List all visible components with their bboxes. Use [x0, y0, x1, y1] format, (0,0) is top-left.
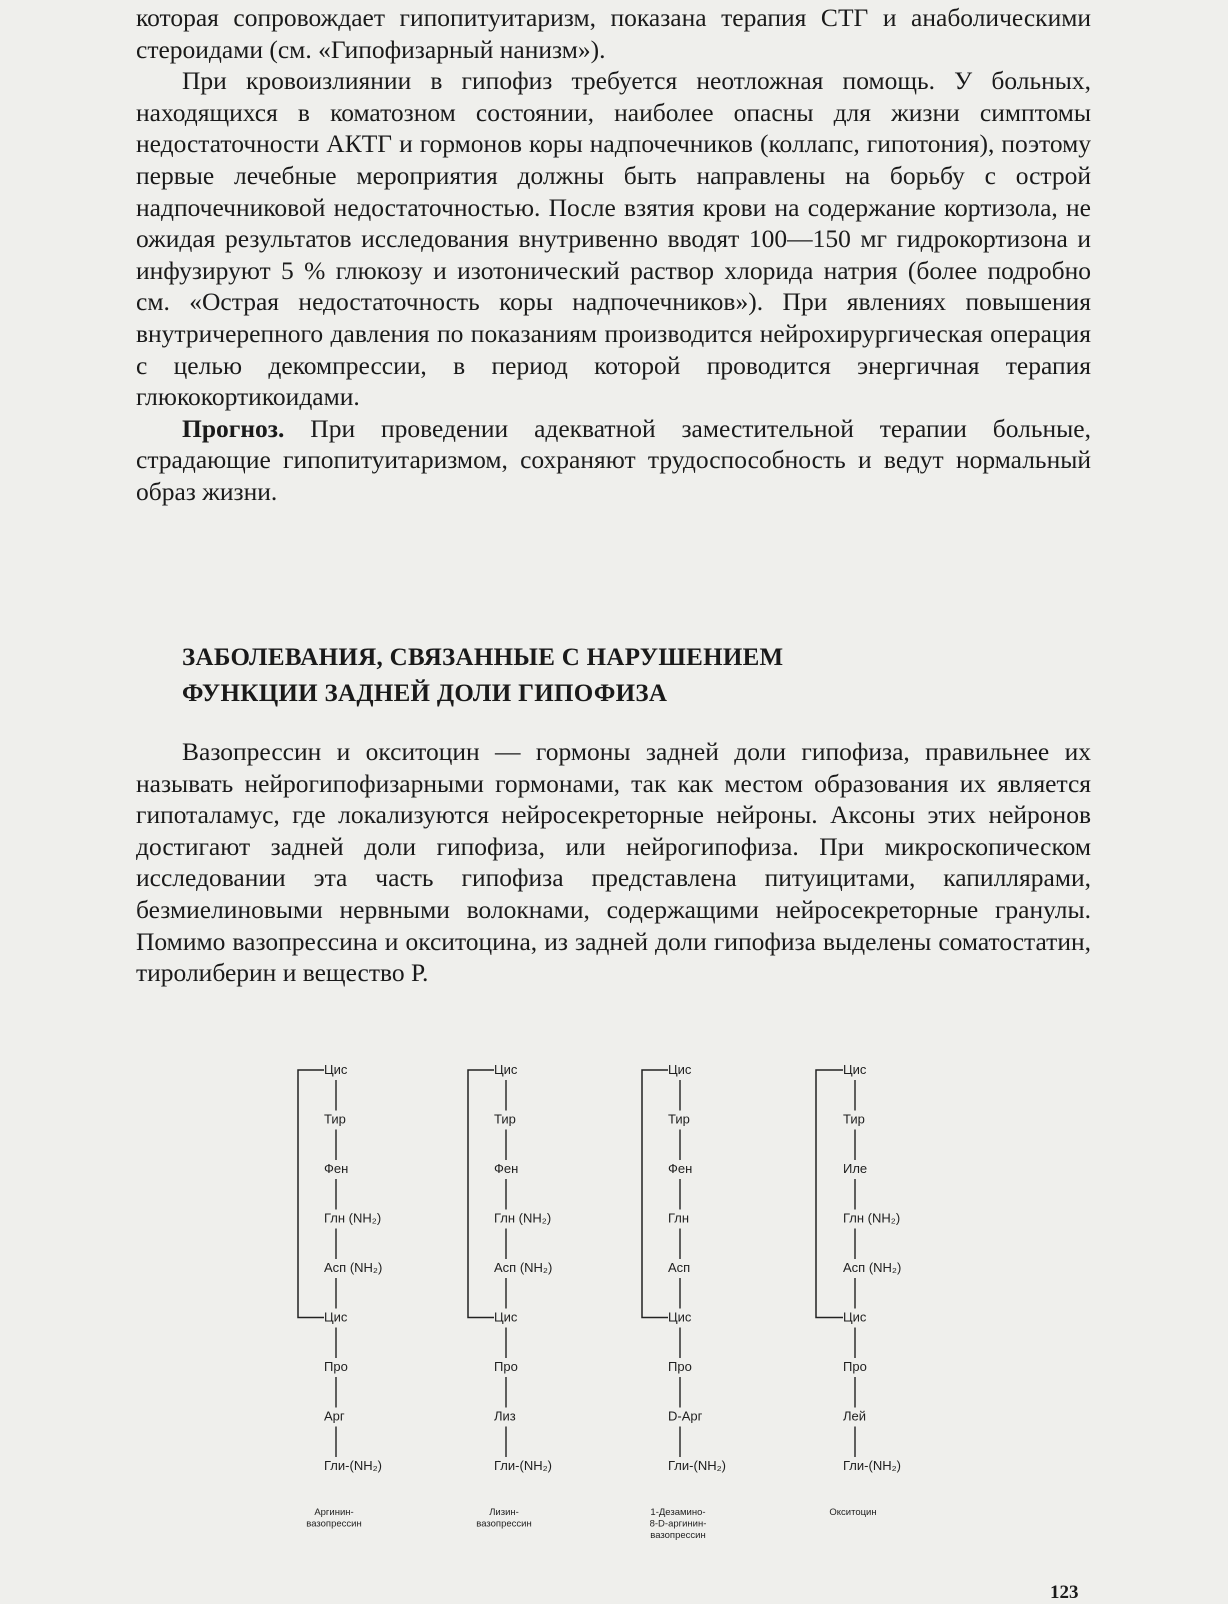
amino-acid-label: Тир	[843, 1111, 865, 1127]
amino-acid-label: Про	[324, 1359, 348, 1374]
peptide-column	[298, 1062, 382, 1530]
amino-acid-label: Фен	[668, 1161, 693, 1176]
amino-acid-label: Глн (NH₂)	[324, 1210, 382, 1226]
amino-acid-label: Гли-(NH₂)	[843, 1458, 901, 1473]
peptide-caption: 1-Дезамино-	[650, 1507, 706, 1518]
amino-acid-label: Глн	[668, 1210, 690, 1226]
prognosis-text: При проведении адекватной заместительной терапии больные, страдающие гипопитуитаризмом, сохраняют трудоспособность и ведут нормальный образ жизни.	[136, 413, 1091, 506]
amino-acid-label: Про	[668, 1359, 692, 1374]
amino-acid-label: Тир	[494, 1111, 516, 1127]
peptide-caption: вазопрессин	[650, 1530, 706, 1541]
peptide-column	[468, 1062, 552, 1530]
amino-acid-label: D-Арг	[668, 1408, 703, 1424]
paragraph-prognosis	[136, 413, 1091, 508]
amino-acid-label: Цис	[324, 1062, 348, 1077]
amino-acid-label: Асп (NH₂)	[494, 1260, 553, 1275]
amino-acid-label: Лей	[843, 1408, 867, 1424]
amino-acid-label: Цис	[668, 1309, 692, 1325]
peptide-caption: вазопрессин	[306, 1518, 362, 1530]
peptide-caption: Окситоцин	[829, 1507, 877, 1518]
peptide-caption: вазопрессин	[476, 1518, 532, 1530]
peptide-column	[816, 1062, 901, 1518]
amino-acid-label: Цис	[668, 1062, 692, 1077]
peptide-column	[642, 1062, 726, 1541]
amino-acid-label: Арг	[324, 1408, 345, 1424]
amino-acid-label: Цис	[324, 1309, 348, 1325]
amino-acid-label: Про	[494, 1359, 518, 1374]
amino-acid-label: Про	[843, 1359, 867, 1374]
amino-acid-label: Фен	[494, 1161, 519, 1176]
amino-acid-label: Цис	[843, 1062, 867, 1077]
disulfide-bridge-line	[298, 1070, 324, 1318]
disulfide-bridge-line	[468, 1070, 494, 1318]
top-text-block	[136, 2, 1091, 508]
amino-acid-label: Тир	[668, 1111, 690, 1127]
amino-acid-label: Гли-(NH₂)	[324, 1458, 382, 1473]
page-number: 123	[1050, 1582, 1079, 1603]
amino-acid-label: Цис	[494, 1309, 518, 1325]
paragraph-continuation: которая сопровождает гипопитуитаризм, показана терапия СТГ и анаболическими стероидами (см. «Гипофизарный нанизм»).	[136, 3, 1091, 64]
amino-acid-label: Глн (NH₂)	[843, 1210, 901, 1226]
disulfide-bridge-line	[816, 1070, 843, 1318]
paragraph-neurohypophysis: Вазопрессин и окситоцин — гормоны задней доли гипофиза, правильнее их называть нейрогипофизарными гормонами, так как местом образования их является гипоталамус, где локализуются нейросекреторные нейроны. Аксоны этих нейронов достигают задней доли гипофиза, или нейрогипофиза. При микроскопическом исследовании эта часть гипофиза представлена питуицитами, капиллярами, безмиелиновыми нервными волокнами, содержащими нейросекреторные гранулы. Помимо вазопрессина и окситоцина, из задней доли гипофиза выделены соматостатин, тиролиберин и вещество Р.	[136, 737, 1091, 988]
amino-acid-label: Иле	[843, 1161, 868, 1176]
amino-acid-label: Асп	[668, 1260, 691, 1275]
amino-acid-label: Тир	[324, 1111, 346, 1127]
amino-acid-label: Гли-(NH₂)	[494, 1458, 552, 1473]
amino-acid-label: Асп (NH₂)	[324, 1260, 383, 1275]
amino-acid-label: Лиз	[494, 1408, 516, 1424]
peptide-caption: 8-D-аргинин-	[649, 1518, 707, 1530]
section-text-block	[136, 736, 1091, 989]
amino-acid-label: Глн (NH₂)	[494, 1210, 552, 1226]
amino-acid-label: Асп (NH₂)	[843, 1260, 902, 1275]
paragraph-hemorrhage: При кровоизлиянии в гипофиз требуется неотложная помощь. У больных, находящихся в коматозном состоянии, наиболее опасны для жизни симптомы недостаточности АКТГ и гормонов коры надпочечников (коллапс, гипотония), поэтому первые лечебные мероприятия должны быть направлены на борьбу с острой надпочечниковой недостаточностью. После взятия крови на содержание кортизола, не ожидая результатов исследования внутривенно вводят 100—150 мг гидрокортизона и инфузируют 5 % глюкозу и изотонический раствор хлорида натрия (более подробно см. «Острая недостаточность коры надпочечников»). При явлениях повышения внутричерепного давления по показаниям производится нейрохирургическая операция с целью декомпрессии, в период которой проводится энергичная терапия глюкокортикоидами.	[136, 66, 1091, 412]
prognosis-label: Прогноз.	[182, 413, 285, 443]
amino-acid-label: Гли-(NH₂)	[668, 1458, 726, 1473]
peptide-caption: Лизин-	[489, 1507, 519, 1518]
section-heading-line-2: ФУНКЦИИ ЗАДНЕЙ ДОЛИ ГИПОФИЗА	[182, 680, 668, 707]
amino-acid-label: Фен	[324, 1161, 349, 1176]
amino-acid-label: Цис	[494, 1062, 518, 1077]
section-heading-line-1: ЗАБОЛЕВАНИЯ, СВЯЗАННЫЕ С НАРУШЕНИЕМ	[182, 644, 784, 671]
disulfide-bridge-line	[642, 1070, 668, 1318]
amino-acid-label: Цис	[843, 1309, 867, 1325]
section-heading	[182, 640, 1062, 712]
peptide-caption: Аргинин-	[314, 1507, 354, 1518]
